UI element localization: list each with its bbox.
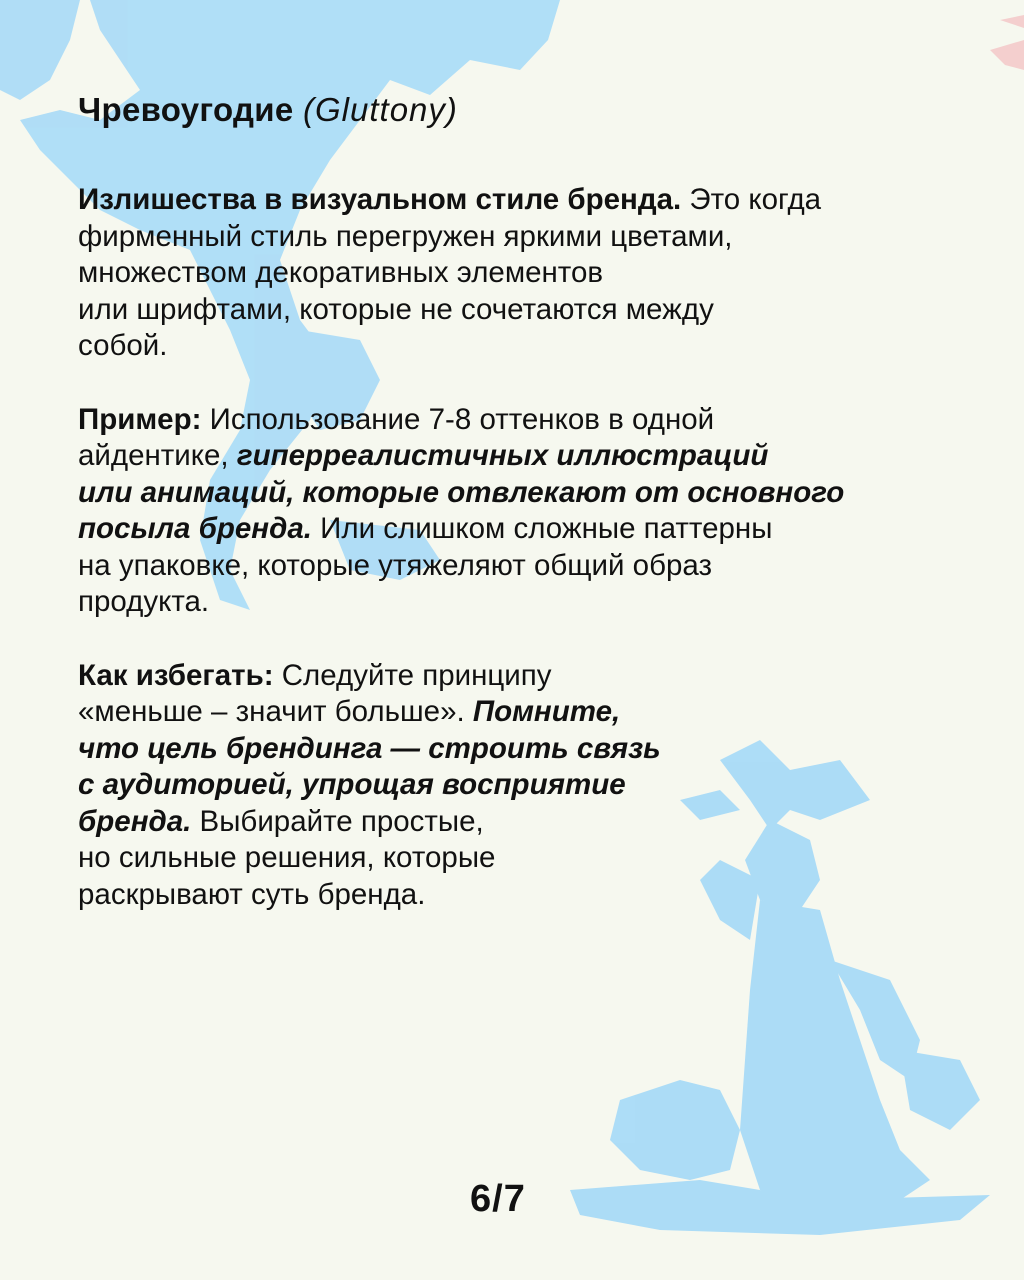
section-example: [78, 402, 958, 621]
section-excess-line: или шрифтами, которые не сочетаются между: [78, 292, 714, 326]
section-avoid-emphasis: что цель брендинга — строить связь: [78, 731, 661, 765]
section-excess-line: множеством декоративных элементов: [78, 256, 604, 289]
section-example-emphasis: или анимаций, которые отвлекают от основного: [78, 475, 845, 509]
page-indicator: 6/7: [470, 1178, 526, 1220]
page-title: [78, 88, 958, 132]
section-avoid: [78, 658, 958, 914]
section-excess-line: фирменный стиль перегружен яркими цветами,: [78, 219, 733, 253]
section-example-emphasis: гиперреалистичных иллюстраций: [236, 439, 769, 472]
section-excess-line: Это когда: [681, 183, 822, 216]
section-example-line: продукта.: [78, 585, 210, 618]
section-excess: [78, 182, 958, 365]
section-avoid-line: раскрывают суть бренда.: [78, 877, 426, 911]
section-avoid-line: но сильные решения, которые: [78, 841, 496, 874]
section-example-line: айдентике,: [78, 439, 237, 472]
section-example-line: Использование 7-8 оттенков в одной: [201, 402, 715, 436]
section-example-line: Или слишком сложные паттерны: [311, 512, 773, 545]
section-avoid-emphasis: бренда.: [78, 804, 192, 838]
title-main: Чревоугодие: [78, 91, 294, 128]
section-example-lead: Пример:: [78, 402, 202, 436]
section-avoid-line: «меньше – значит больше».: [78, 695, 473, 728]
section-excess-lead: Излишества в визуальном стиле бренда.: [78, 183, 682, 216]
title-subtitle: (Gluttony): [303, 91, 458, 128]
section-avoid-lead: Как избегать:: [78, 658, 274, 692]
section-excess-line: собой.: [78, 329, 168, 362]
section-avoid-line: Выбирайте простые,: [191, 804, 484, 838]
main-content: [78, 88, 958, 950]
section-avoid-line: Следуйте принципу: [273, 658, 552, 692]
section-avoid-emphasis: Помните,: [472, 695, 621, 728]
section-example-line: на упаковке, которые утяжеляют общий образ: [78, 548, 712, 582]
section-avoid-emphasis: с аудиторией, упрощая восприятие: [78, 768, 626, 801]
section-example-emphasis: посыла бренда.: [78, 512, 312, 545]
